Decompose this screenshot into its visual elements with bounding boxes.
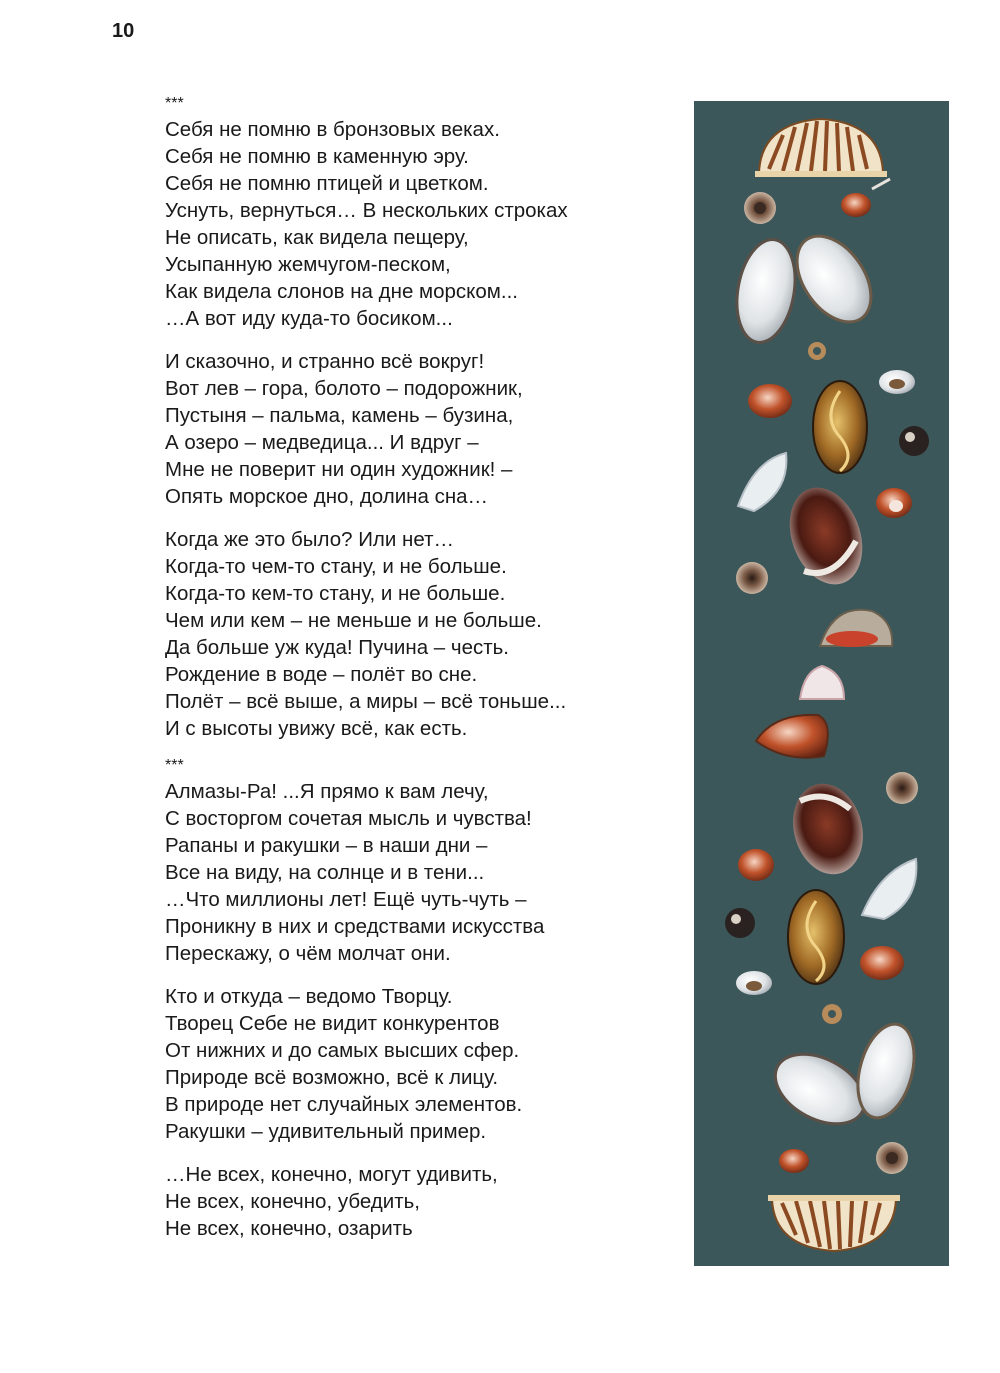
cowrie-shell-icon <box>777 477 875 594</box>
small-scallop-icon <box>800 666 844 699</box>
scallop-shell-icon-2 <box>768 1195 900 1251</box>
page-number: 10 <box>112 20 135 42</box>
seashell-collage <box>694 101 949 1266</box>
poem-line: От нижних и до самых высших сфер. <box>165 1039 520 1062</box>
poem-line: Не описать, как видела пещеру, <box>165 226 469 249</box>
poem-line: А озеро – медведица... И вдруг – <box>165 431 479 454</box>
poem-1 <box>165 116 665 742</box>
poem-line: Творец Себе не видит конкурентов <box>165 1012 500 1035</box>
poem-column <box>165 94 665 1258</box>
small-spiral-shell-icon <box>736 562 768 594</box>
small-ring-shell-icon-2 <box>822 1004 842 1024</box>
poem-line: Пустыня – пальма, камень – бузина, <box>165 404 514 427</box>
poem-line: Вот лев – гора, болото – подорожник, <box>165 377 523 400</box>
poem-line: Перескажу, о чём молчат они. <box>165 942 451 965</box>
poem-line: Как видела слонов на дне морском... <box>165 280 518 303</box>
fan-shell-icon-2 <box>862 859 916 919</box>
amber-snail-shell-icon <box>813 381 867 473</box>
poem-line: …А вот иду куда-то босиком... <box>165 307 453 330</box>
small-ring-shell-icon <box>808 342 826 360</box>
white-small-shell-icon <box>879 370 915 394</box>
poem-line: Ракушки – удивительный пример. <box>165 1120 487 1143</box>
poem-line: Проникну в них и средствами искусства <box>165 915 545 938</box>
small-snail-shell-icon <box>744 192 776 224</box>
poem-line: И сказочно, и странно всё вокруг! <box>165 350 485 373</box>
poem-line: Природе всё возможно, всё к лицу. <box>165 1066 499 1089</box>
poem-line: Себя не помню в бронзовых веках. <box>165 118 500 141</box>
poem-line: И с высоты увижу всё, как есть. <box>165 717 468 740</box>
poem-line: Чем или кем – не меньше и не больше. <box>165 609 542 632</box>
poem-line: Полёт – всё выше, а миры – всё тоньше... <box>165 690 567 713</box>
poem-line: Все на виду, на солнце и в тени... <box>165 861 485 884</box>
stanza <box>165 778 665 967</box>
stanza <box>165 348 665 510</box>
poem-line: Когда-то чем-то стану, и не больше. <box>165 555 507 578</box>
stanza <box>165 1161 665 1242</box>
poem-line: Кто и откуда – ведомо Творцу. <box>165 985 453 1008</box>
dark-snail-shell-icon-2 <box>725 908 755 938</box>
stanza <box>165 526 665 742</box>
seashell-illustration-panel <box>694 101 949 1266</box>
dark-snail-shell-icon <box>899 426 929 456</box>
stanza <box>165 983 665 1145</box>
red-shell-icon <box>876 488 912 518</box>
poem-line: …Не всех, конечно, могут удивить, <box>165 1163 498 1186</box>
small-snail-shell-icon-2 <box>876 1142 908 1174</box>
small-pink-shell-icon <box>841 179 890 217</box>
poem-line: Да больше уж куда! Пучина – честь. <box>165 636 509 659</box>
small-pink-shell-icon-2 <box>779 1149 809 1173</box>
stanza <box>165 116 665 332</box>
amber-snail-shell-icon-2 <box>788 890 844 984</box>
poem-line: Опять морское дно, долина сна… <box>165 485 489 508</box>
orange-shell-icon-3 <box>860 946 904 980</box>
poem-line: Когда же это было? Или нет… <box>165 528 454 551</box>
poem-line: Не всех, конечно, убедить, <box>165 1190 420 1213</box>
fan-shell-icon <box>738 453 786 511</box>
mussel-shell-pair-icon-2 <box>764 1018 924 1138</box>
poem-line: Мне не поверит ни один художник! – <box>165 458 513 481</box>
poem-line: Уснуть, вернуться… В нескольких строках <box>165 199 568 222</box>
scallop-shell-icon <box>755 119 887 177</box>
poem-line: Усыпанную жемчугом-песком, <box>165 253 451 276</box>
white-small-shell-icon-2 <box>736 971 772 995</box>
poem-line: Себя не помню птицей и цветком. <box>165 172 489 195</box>
mussel-shell-pair-icon <box>729 222 886 347</box>
poem-line: …Что миллионы лет! Ещё чуть-чуть – <box>165 888 527 911</box>
poem-line: С восторгом сочетая мысль и чувства! <box>165 807 532 830</box>
poem-separator: *** <box>165 757 184 774</box>
brown-snail-shell-icon <box>886 772 918 804</box>
poem-line: Когда-то кем-то стану, и не больше. <box>165 582 506 605</box>
cowrie-shell-icon-2 <box>783 776 872 882</box>
poem-line: Не всех, конечно, озарить <box>165 1217 413 1240</box>
orange-shell-icon-2 <box>738 849 774 881</box>
poem-line: Рапаны и ракушки – в наши дни – <box>165 834 488 857</box>
poem-line: Себя не помню в каменную эру. <box>165 145 469 168</box>
poem-line: Рождение в воде – полёт во сне. <box>165 663 478 686</box>
poem-line: Алмазы-Ра! ...Я прямо к вам лечу, <box>165 780 489 803</box>
poem-line: В природе нет случайных элементов. <box>165 1093 523 1116</box>
clam-shell-icon <box>820 610 892 647</box>
orange-shell-icon <box>748 384 792 418</box>
orange-clam-shell-icon <box>756 715 828 758</box>
poem-2 <box>165 778 665 1242</box>
poem-separator: *** <box>165 95 184 112</box>
